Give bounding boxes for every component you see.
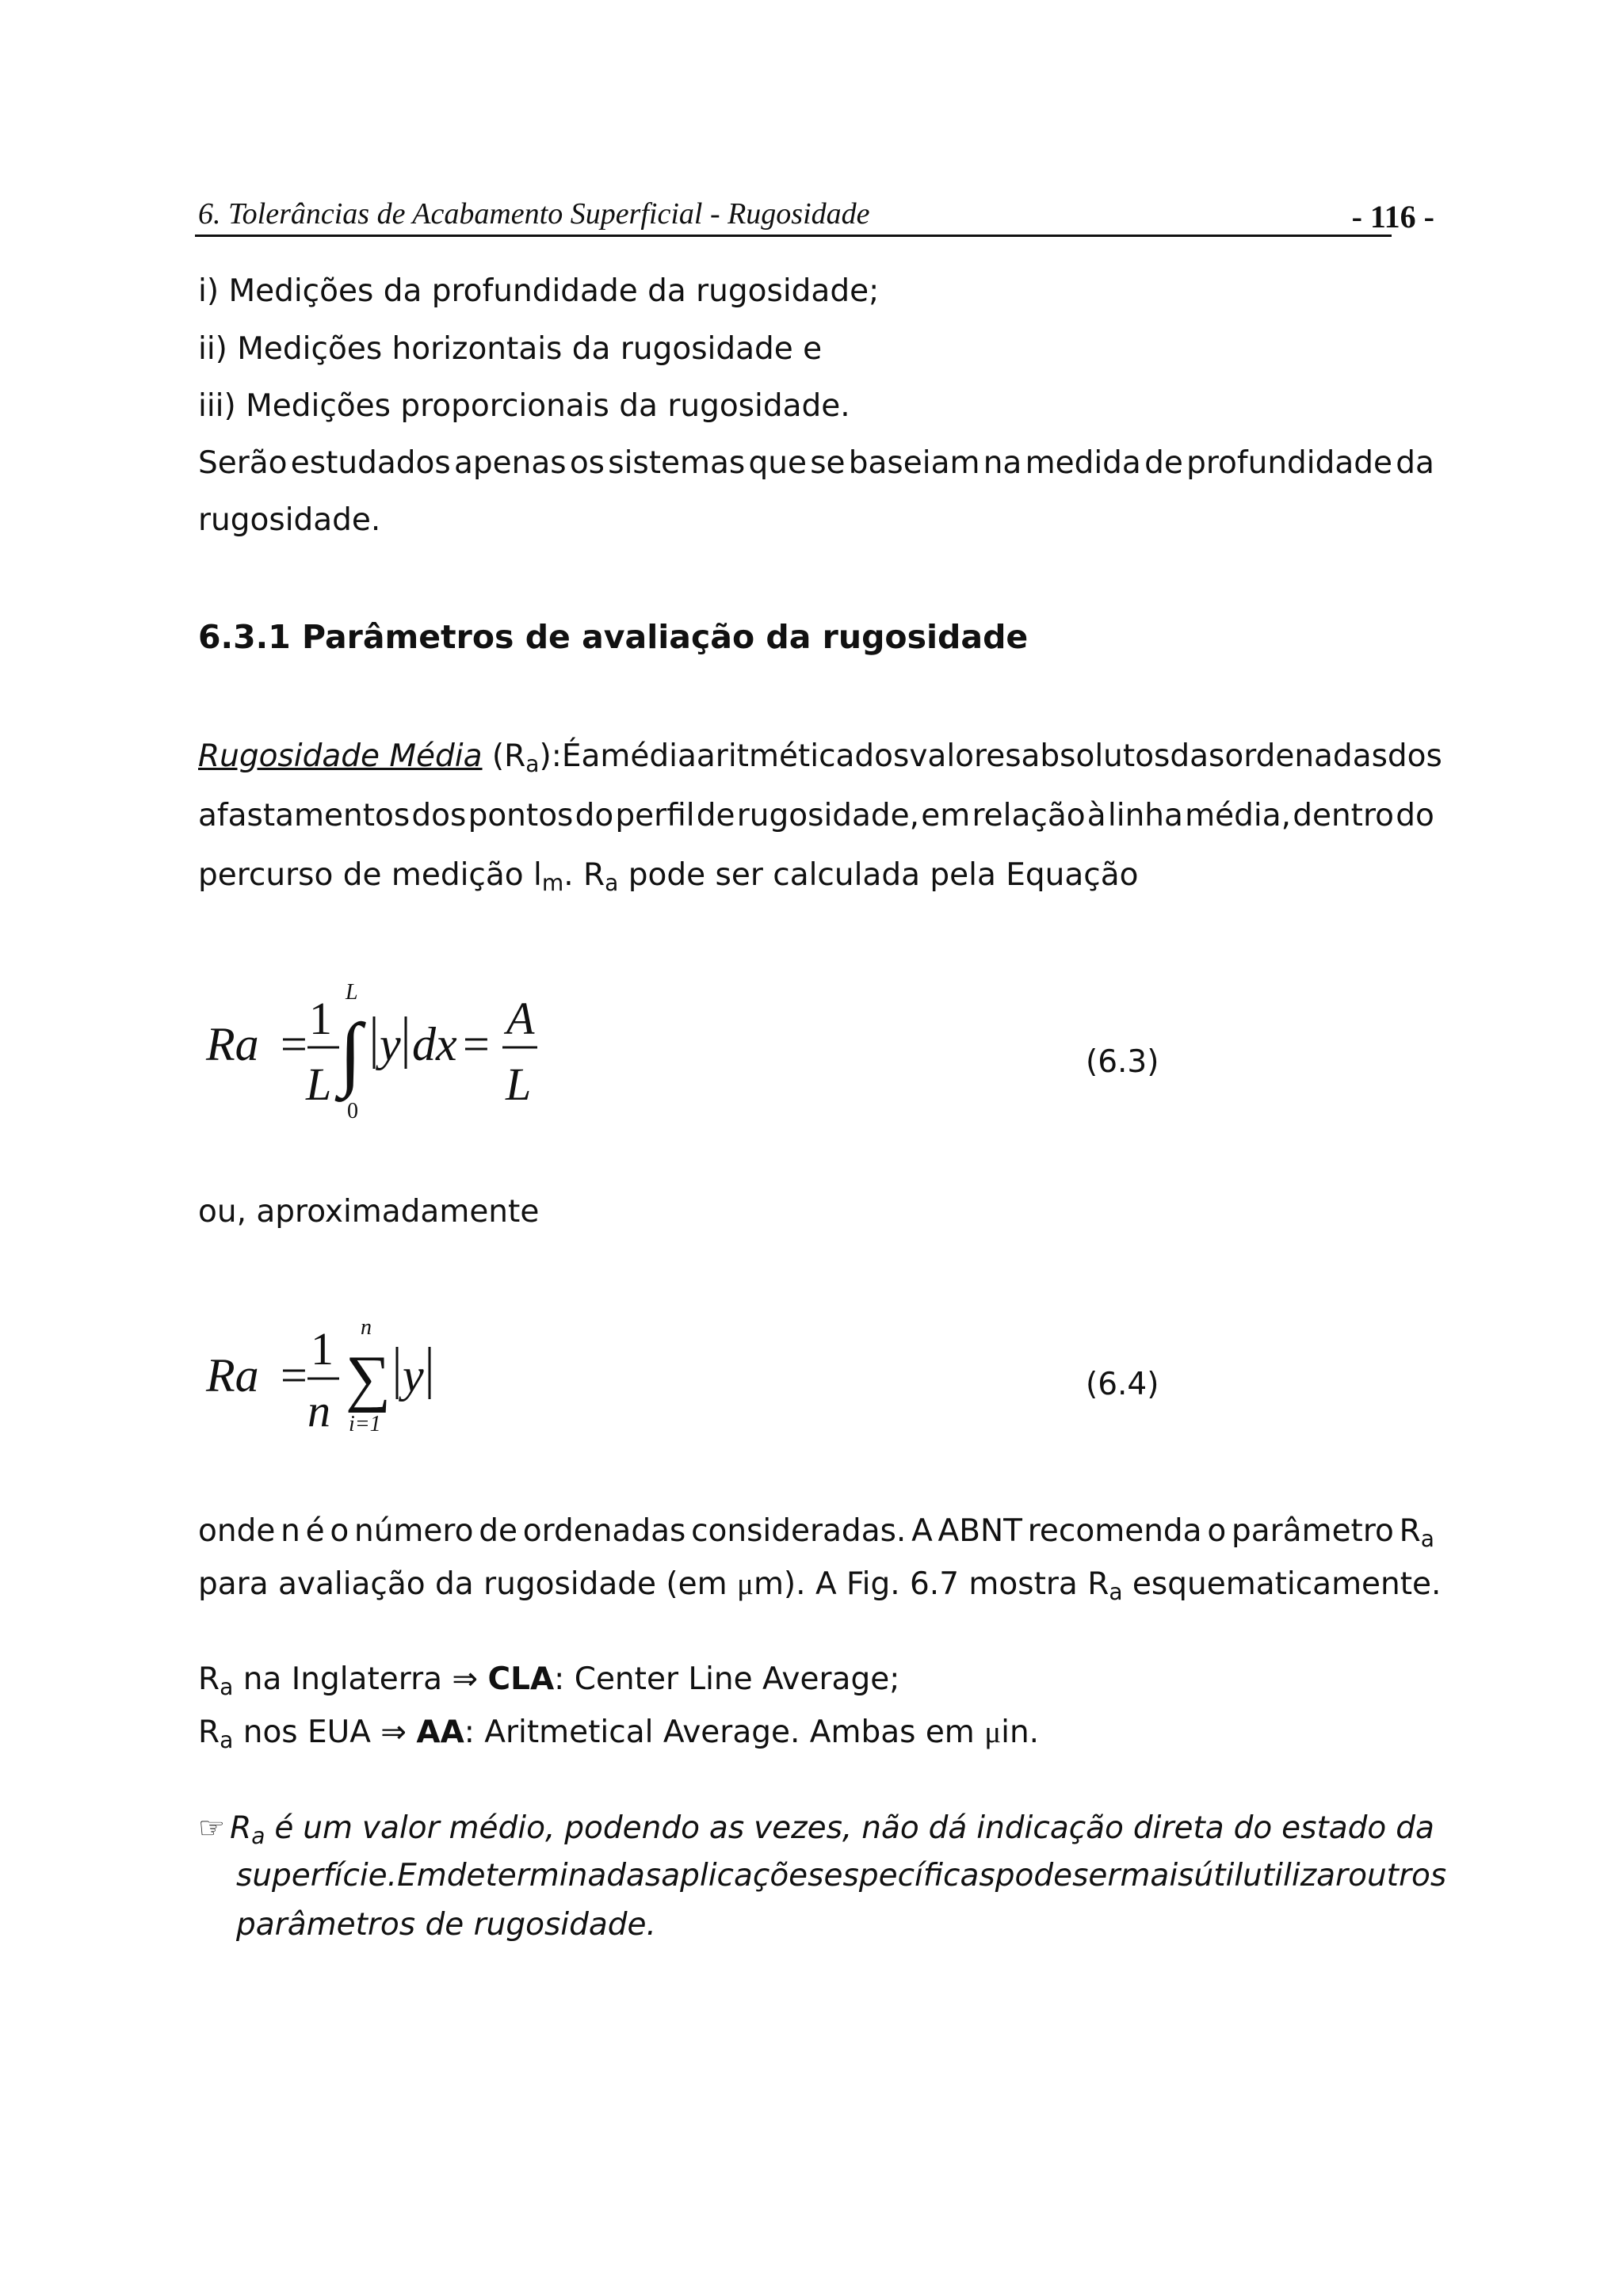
header-rule: [195, 235, 1392, 237]
equation-6-3: [198, 971, 579, 1121]
definition-line-3-sub: m: [541, 870, 564, 897]
eq1-numerator-2: A: [506, 993, 535, 1044]
note-line-3: parâmetros de rugosidade.: [236, 1907, 656, 1943]
eq1-numerator: 1: [309, 993, 332, 1044]
running-header: [198, 196, 1434, 236]
eq2-denominator: n: [307, 1385, 330, 1436]
word: as: [708, 1810, 745, 1846]
implies-arrow: ⇒: [380, 1715, 407, 1749]
word: número: [354, 1513, 474, 1549]
word: útil: [1193, 1858, 1243, 1894]
definition-line-3-b: . R: [563, 857, 605, 893]
after-eq-tail-sub: a: [1420, 1526, 1434, 1553]
symbol-base: R: [504, 738, 526, 774]
intro-line-1: [198, 445, 1434, 481]
word: da: [1396, 445, 1434, 481]
definition-line-1: [198, 738, 1442, 778]
page-number: - 116 -: [1351, 199, 1434, 235]
word: à: [1086, 798, 1106, 833]
word: do: [575, 798, 614, 833]
word: os: [569, 445, 605, 481]
eq1-denominator-2: L: [506, 1058, 532, 1110]
word: médio,: [449, 1810, 556, 1846]
eq1-integral-sign: ∫: [339, 1007, 362, 1098]
word: do: [1396, 798, 1434, 833]
definition-term-group: Rugosidade Média (Ra):: [198, 738, 562, 778]
after-eq-line-2-c: esquematicamente.: [1122, 1566, 1442, 1602]
eq2-lhs: Ra: [206, 1349, 259, 1402]
definition-line-2: [198, 798, 1434, 833]
eq1-lower-limit: 0: [347, 1099, 358, 1121]
abbrev-aa: AA: [416, 1714, 464, 1750]
note-line-2: [236, 1858, 1447, 1894]
word: valores: [909, 738, 1022, 774]
eq2-numerator: 1: [311, 1323, 334, 1375]
word: se: [810, 445, 846, 481]
word: direta: [1132, 1810, 1224, 1846]
word: superfície.: [236, 1858, 398, 1894]
list-item-3: iii) Medições proporcionais da rugosidade.: [198, 388, 850, 424]
mu-symbol: μ: [984, 1715, 1002, 1749]
word: onde: [198, 1513, 276, 1549]
word: dos: [411, 798, 467, 833]
abbrev-row-1-b: : Center Line Average;: [554, 1661, 900, 1697]
abbrev-row-2-a: nos EUA: [233, 1714, 381, 1750]
word: n: [281, 1513, 300, 1549]
word: média,: [1185, 798, 1291, 833]
after-eq-tail-base: R: [1399, 1513, 1421, 1549]
word: A: [911, 1513, 933, 1549]
word: Em: [397, 1858, 447, 1894]
eq1-denominator: L: [306, 1058, 332, 1110]
word: estado: [1281, 1810, 1387, 1846]
abbrev-row-2-sub: a: [220, 1727, 234, 1754]
eq1-lhs: Ra: [206, 1018, 259, 1070]
word: ordenadas: [522, 1513, 686, 1549]
word: profundidade: [1186, 445, 1393, 481]
word: É: [561, 738, 582, 774]
word: ordenadas: [1224, 738, 1388, 774]
abbrev-row-2-base: R: [198, 1714, 220, 1750]
pointing-hand-icon: ☞: [198, 1810, 226, 1845]
word: utilizar: [1243, 1858, 1349, 1894]
after-eq-line-2-b: m). A Fig. 6.7 mostra R: [753, 1566, 1109, 1602]
eq2-sum-sign: ∑: [346, 1344, 391, 1413]
after-eq-line-1-tail: [1400, 1513, 1434, 1552]
definition-line-3-c: pode ser calculada pela Equação: [618, 857, 1139, 893]
word: mais: [1120, 1858, 1194, 1894]
abbrev-row-1-base: R: [198, 1661, 220, 1697]
abbrev-row-1: [198, 1661, 899, 1700]
word: estudados: [290, 445, 451, 481]
word: apenas: [453, 445, 567, 481]
word: absolutos: [1021, 738, 1170, 774]
word: de: [479, 1513, 517, 1549]
word: aritmética: [696, 738, 855, 774]
header-title: 6. Tolerâncias de Acabamento Superficial - Rugosidade: [198, 197, 870, 231]
definition-first-word: ):: [539, 738, 562, 774]
after-eq-line-2-a: para avaliação da rugosidade (em: [198, 1566, 738, 1602]
eq2-upper-limit: n: [361, 1315, 372, 1340]
definition-line-3-sub2: a: [605, 870, 619, 897]
word: específicas: [823, 1858, 995, 1894]
implies-arrow: ⇒: [452, 1662, 479, 1696]
word: sistemas: [608, 445, 746, 481]
word: média: [600, 738, 697, 774]
definition-term: Rugosidade Média: [198, 738, 483, 774]
word: dá: [928, 1810, 968, 1846]
word: é: [274, 1810, 294, 1846]
word: na: [983, 445, 1022, 481]
word: ABNT: [938, 1513, 1022, 1549]
note-r-sub: a: [251, 1823, 265, 1850]
word: outros: [1348, 1858, 1447, 1894]
word: pontos: [468, 798, 574, 833]
word: aplicações: [661, 1858, 824, 1894]
note-line-1: [198, 1810, 1434, 1849]
abbrev-row-2-c: in.: [1001, 1714, 1040, 1750]
eq1-dx: dx: [412, 1018, 457, 1070]
word: parâmetro: [1231, 1513, 1394, 1549]
word: é: [305, 1513, 325, 1549]
abbrev-row-1-a: na Inglaterra: [233, 1661, 453, 1697]
word: de: [696, 798, 735, 833]
word: em: [921, 798, 971, 833]
word: vezes,: [754, 1810, 853, 1846]
word: rugosidade,: [736, 798, 920, 833]
word: de: [1144, 445, 1183, 481]
after-eq-line-1: [198, 1513, 1434, 1552]
word: ser: [1072, 1858, 1121, 1894]
word: que: [748, 445, 807, 481]
list-item-2: ii) Medições horizontais da rugosidade e: [198, 331, 823, 367]
mu-symbol: μ: [737, 1567, 754, 1601]
word: das: [1170, 738, 1225, 774]
word: dos: [1387, 738, 1442, 774]
word: um: [303, 1810, 353, 1846]
eq1-upper-limit: L: [346, 980, 358, 1005]
word: medida: [1025, 445, 1141, 481]
eq2-y: y: [403, 1349, 424, 1402]
equation-number-6-4: (6.4): [1086, 1367, 1159, 1402]
after-eq-line-2-sub: a: [1109, 1579, 1123, 1606]
word: o: [330, 1513, 349, 1549]
after-eq-line-2: [198, 1566, 1441, 1605]
eq1-equals: =: [281, 1018, 307, 1070]
definition-line-3: [198, 857, 1138, 896]
word: consideradas.: [691, 1513, 907, 1549]
word: da: [1396, 1810, 1434, 1846]
eq2-lower-limit: i=1: [349, 1412, 381, 1436]
word: baseiam: [848, 445, 980, 481]
word: não: [861, 1810, 919, 1846]
word: perfil: [615, 798, 695, 833]
word: indicação: [976, 1810, 1124, 1846]
word: a: [581, 738, 601, 774]
approx-text: ou, aproximadamente: [198, 1194, 540, 1230]
word: dentro: [1293, 798, 1395, 833]
eq1-equals-2: =: [463, 1018, 490, 1070]
abbrev-row-2: [198, 1714, 1039, 1753]
eq2-equals: =: [281, 1349, 307, 1402]
intro-line-2: rugosidade.: [198, 502, 381, 538]
list-item-1: i) Medições da profundidade da rugosidade;: [198, 273, 880, 309]
word: o: [1207, 1513, 1227, 1549]
definition-line-3-a: percurso de medição l: [198, 857, 542, 893]
eq1-y: y: [380, 1018, 401, 1070]
section-heading: 6.3.1 Parâmetros de avaliação da rugosidade: [198, 618, 1029, 656]
note-r-base: R: [230, 1810, 252, 1846]
word: do: [1233, 1810, 1273, 1846]
word: dos: [854, 738, 910, 774]
abbrev-cla: CLA: [487, 1661, 555, 1697]
equation-6-4: [198, 1306, 483, 1440]
word: podendo: [564, 1810, 700, 1846]
note-lead: [198, 1810, 265, 1849]
equation-number-6-3: (6.3): [1086, 1044, 1159, 1080]
word: linha: [1107, 798, 1183, 833]
symbol-sub: a: [525, 751, 540, 778]
abbrev-row-1-sub: a: [220, 1674, 234, 1701]
word: determinadas: [446, 1858, 662, 1894]
word: recomenda: [1027, 1513, 1202, 1549]
word: afastamentos: [198, 798, 411, 833]
word: relação: [972, 798, 1086, 833]
word: pode: [995, 1858, 1073, 1894]
word: valor: [361, 1810, 440, 1846]
abbrev-row-2-b: : Aritmetical Average. Ambas em: [464, 1714, 985, 1750]
word: Serão: [198, 445, 288, 481]
